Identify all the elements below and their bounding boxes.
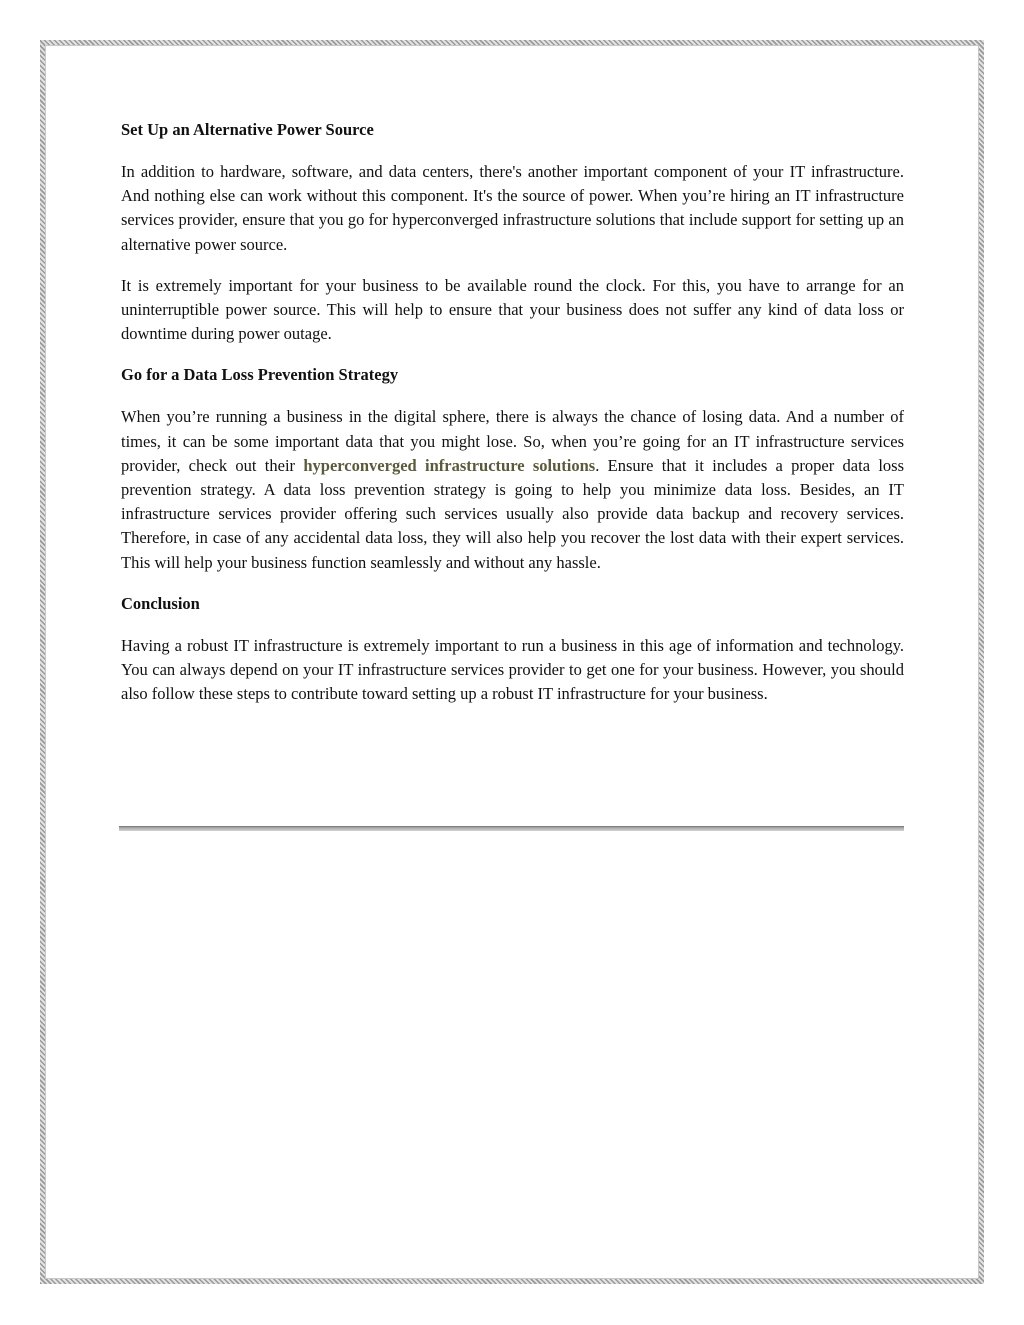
section-power-source bbox=[121, 118, 904, 346]
paragraph-data-loss bbox=[121, 405, 904, 574]
paragraph-data-loss-start: When you’re running a business in the digital sphere, there is always the chance of losing data. And a number of times, it can be some important data that you might lose. So, when you’re going for an IT infrastructure services provider, check out their bbox=[121, 407, 904, 475]
horizontal-rule bbox=[119, 826, 904, 831]
section-data-loss bbox=[121, 363, 904, 574]
hyperconverged-solutions-link[interactable]: hyperconverged infrastructure solutions bbox=[303, 455, 596, 475]
heading-data-loss: Go for a Data Loss Prevention Strategy bbox=[121, 365, 399, 385]
paragraph-data-loss-end: . Ensure that it includes a proper data loss prevention strategy. A data loss prevention strategy is going to help you minimize data loss. Besides, an IT infrastructure services provider offering such services usually also provide data backup and recovery services. Therefore, in case of any accidental data loss, they will also help you recover the lost data with their expert services. This will help your business function seamlessly and without any hassle. bbox=[121, 455, 904, 572]
section-conclusion bbox=[121, 592, 904, 707]
heading-power-source: Set Up an Alternative Power Source bbox=[121, 120, 374, 139]
document-body bbox=[121, 118, 904, 723]
paragraph-power-intro: In addition to hardware, software, and data centers, there's another important component of your IT infrastructure. And nothing else can work without this component. It's the source of power. When you’re hiring an IT infrastructure services provider, ensure that you go for hyperconverged infrastructure solutions that include support for setting up an alternative power source. bbox=[121, 162, 904, 254]
heading-conclusion: Conclusion bbox=[121, 593, 200, 613]
paragraph-power-ups: It is extremely important for your business to be available round the clock. For this, you have to arrange for an uninterruptible power source. This will help to ensure that your business does not suffer any kind of data loss or downtime during power outage. bbox=[121, 275, 904, 344]
paragraph-conclusion: Having a robust IT infrastructure is extremely important to run a business in this age of information and technology. You can always depend on your IT infrastructure services provider to get one for your business. However, you should also follow these steps to contribute toward setting up a robust IT infrastructure for your business. bbox=[121, 635, 904, 704]
